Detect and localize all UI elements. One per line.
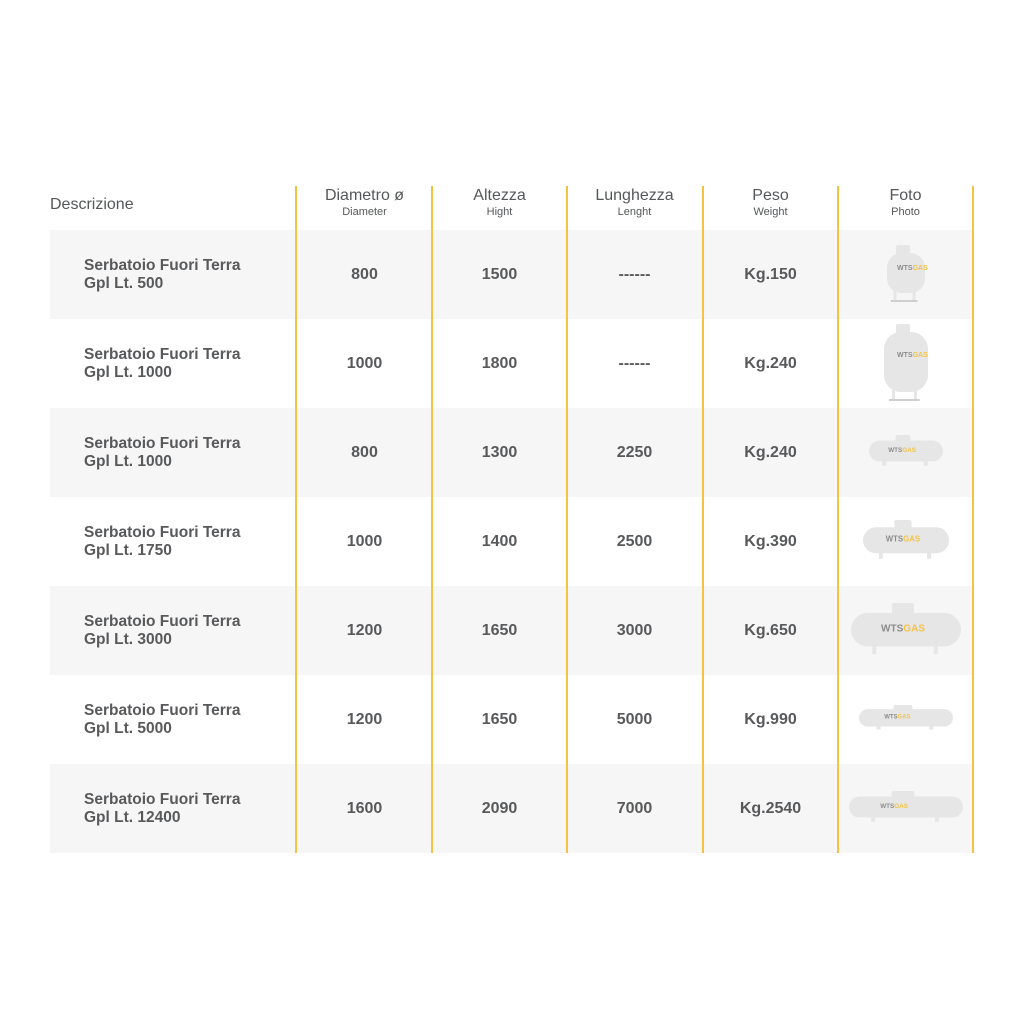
header-height: Altezza Hight (473, 187, 526, 218)
cell-height: 1800 (481, 354, 518, 372)
cell-diameter: 800 (351, 265, 378, 283)
cell-height: 1650 (481, 710, 518, 728)
row-description-line1: Serbatoio Fuori Terra (84, 701, 241, 719)
cell-photo (838, 764, 973, 853)
svg-text:WTSGAS: WTSGAS (885, 534, 920, 544)
table-row (50, 764, 974, 853)
table-row (50, 230, 974, 319)
cell-photo (838, 408, 973, 497)
header-description: Descrizione (50, 196, 134, 213)
svg-text:WTSGAS: WTSGAS (879, 802, 908, 810)
row-description-line1: Serbatoio Fuori Terra (84, 434, 241, 452)
cell-weight: Kg.240 (744, 354, 797, 372)
cell-diameter: 1200 (346, 621, 383, 639)
row-description-line1: Serbatoio Fuori Terra (84, 256, 241, 274)
cell-length: 5000 (616, 710, 653, 728)
table-body (50, 230, 974, 853)
column-divider (837, 186, 839, 853)
cell-weight: Kg.240 (744, 443, 797, 461)
tank-image (848, 601, 964, 661)
cell-diameter: 1600 (346, 799, 383, 817)
cell-diameter: 1200 (346, 710, 383, 728)
cell-length: 7000 (616, 799, 653, 817)
cell-photo (838, 586, 973, 675)
cell-weight: Kg.390 (744, 532, 797, 550)
cell-length: ------ (618, 265, 651, 283)
svg-text:WTSGAS: WTSGAS (896, 351, 928, 359)
table-header (50, 186, 974, 230)
cell-length: 2250 (616, 443, 653, 461)
column-divider (566, 186, 568, 853)
cell-height: 1500 (481, 265, 518, 283)
header-length: Lunghezza Lenght (595, 187, 674, 218)
cell-photo (838, 230, 973, 319)
row-description (84, 319, 304, 408)
row-description-line2: Gpl Lt. 1000 (84, 452, 172, 470)
row-description-line1: Serbatoio Fuori Terra (84, 790, 241, 808)
tank-image (866, 433, 946, 473)
cell-photo (838, 675, 973, 764)
row-description-line1: Serbatoio Fuori Terra (84, 523, 241, 541)
table-row (50, 408, 974, 497)
cell-length: 3000 (616, 621, 653, 639)
row-description-line1: Serbatoio Fuori Terra (84, 612, 241, 630)
table-row (50, 675, 974, 764)
tank-image (884, 243, 928, 307)
row-description-line2: Gpl Lt. 1000 (84, 363, 172, 381)
cell-diameter: 1000 (346, 354, 383, 372)
cell-length: 2500 (616, 532, 653, 550)
table-row (50, 497, 974, 586)
svg-text:WTSGAS: WTSGAS (880, 622, 925, 634)
cell-photo (838, 497, 973, 586)
column-divider (431, 186, 433, 853)
svg-text:WTSGAS: WTSGAS (887, 446, 916, 454)
tank-image (846, 789, 966, 829)
tank-image (860, 518, 952, 566)
cell-length: ------ (618, 354, 651, 372)
cell-photo (838, 319, 973, 408)
row-description-line2: Gpl Lt. 3000 (84, 630, 172, 648)
tank-image (856, 703, 956, 737)
svg-text:WTSGAS: WTSGAS (883, 714, 911, 721)
cell-height: 1300 (481, 443, 518, 461)
cell-height: 2090 (481, 799, 518, 817)
column-divider (972, 186, 974, 853)
header-weight: Peso Weight (752, 187, 789, 218)
cell-height: 1400 (481, 532, 518, 550)
cell-weight: Kg.650 (744, 621, 797, 639)
row-description (84, 586, 304, 675)
row-description-line1: Serbatoio Fuori Terra (84, 345, 241, 363)
svg-text:WTSGAS: WTSGAS (896, 264, 928, 272)
header-diameter: Diametro ø Diameter (324, 187, 405, 218)
row-description (84, 408, 304, 497)
table-row (50, 319, 974, 408)
tank-image (881, 322, 931, 406)
row-description-line2: Gpl Lt. 1750 (84, 541, 172, 559)
row-description (84, 230, 304, 319)
cell-weight: Kg.2540 (739, 799, 802, 817)
cell-weight: Kg.990 (744, 710, 797, 728)
row-description-line2: Gpl Lt. 12400 (84, 808, 181, 826)
table-row (50, 586, 974, 675)
header-photo: Foto Photo (889, 187, 922, 218)
row-description (84, 497, 304, 586)
row-description (84, 675, 304, 764)
cell-height: 1650 (481, 621, 518, 639)
cell-diameter: 800 (351, 443, 378, 461)
cell-weight: Kg.150 (744, 265, 797, 283)
spec-table (50, 186, 974, 853)
row-description-line2: Gpl Lt. 500 (84, 274, 164, 292)
column-divider (295, 186, 297, 853)
row-description-line2: Gpl Lt. 5000 (84, 719, 172, 737)
row-description (84, 764, 304, 853)
column-divider (702, 186, 704, 853)
cell-diameter: 1000 (346, 532, 383, 550)
